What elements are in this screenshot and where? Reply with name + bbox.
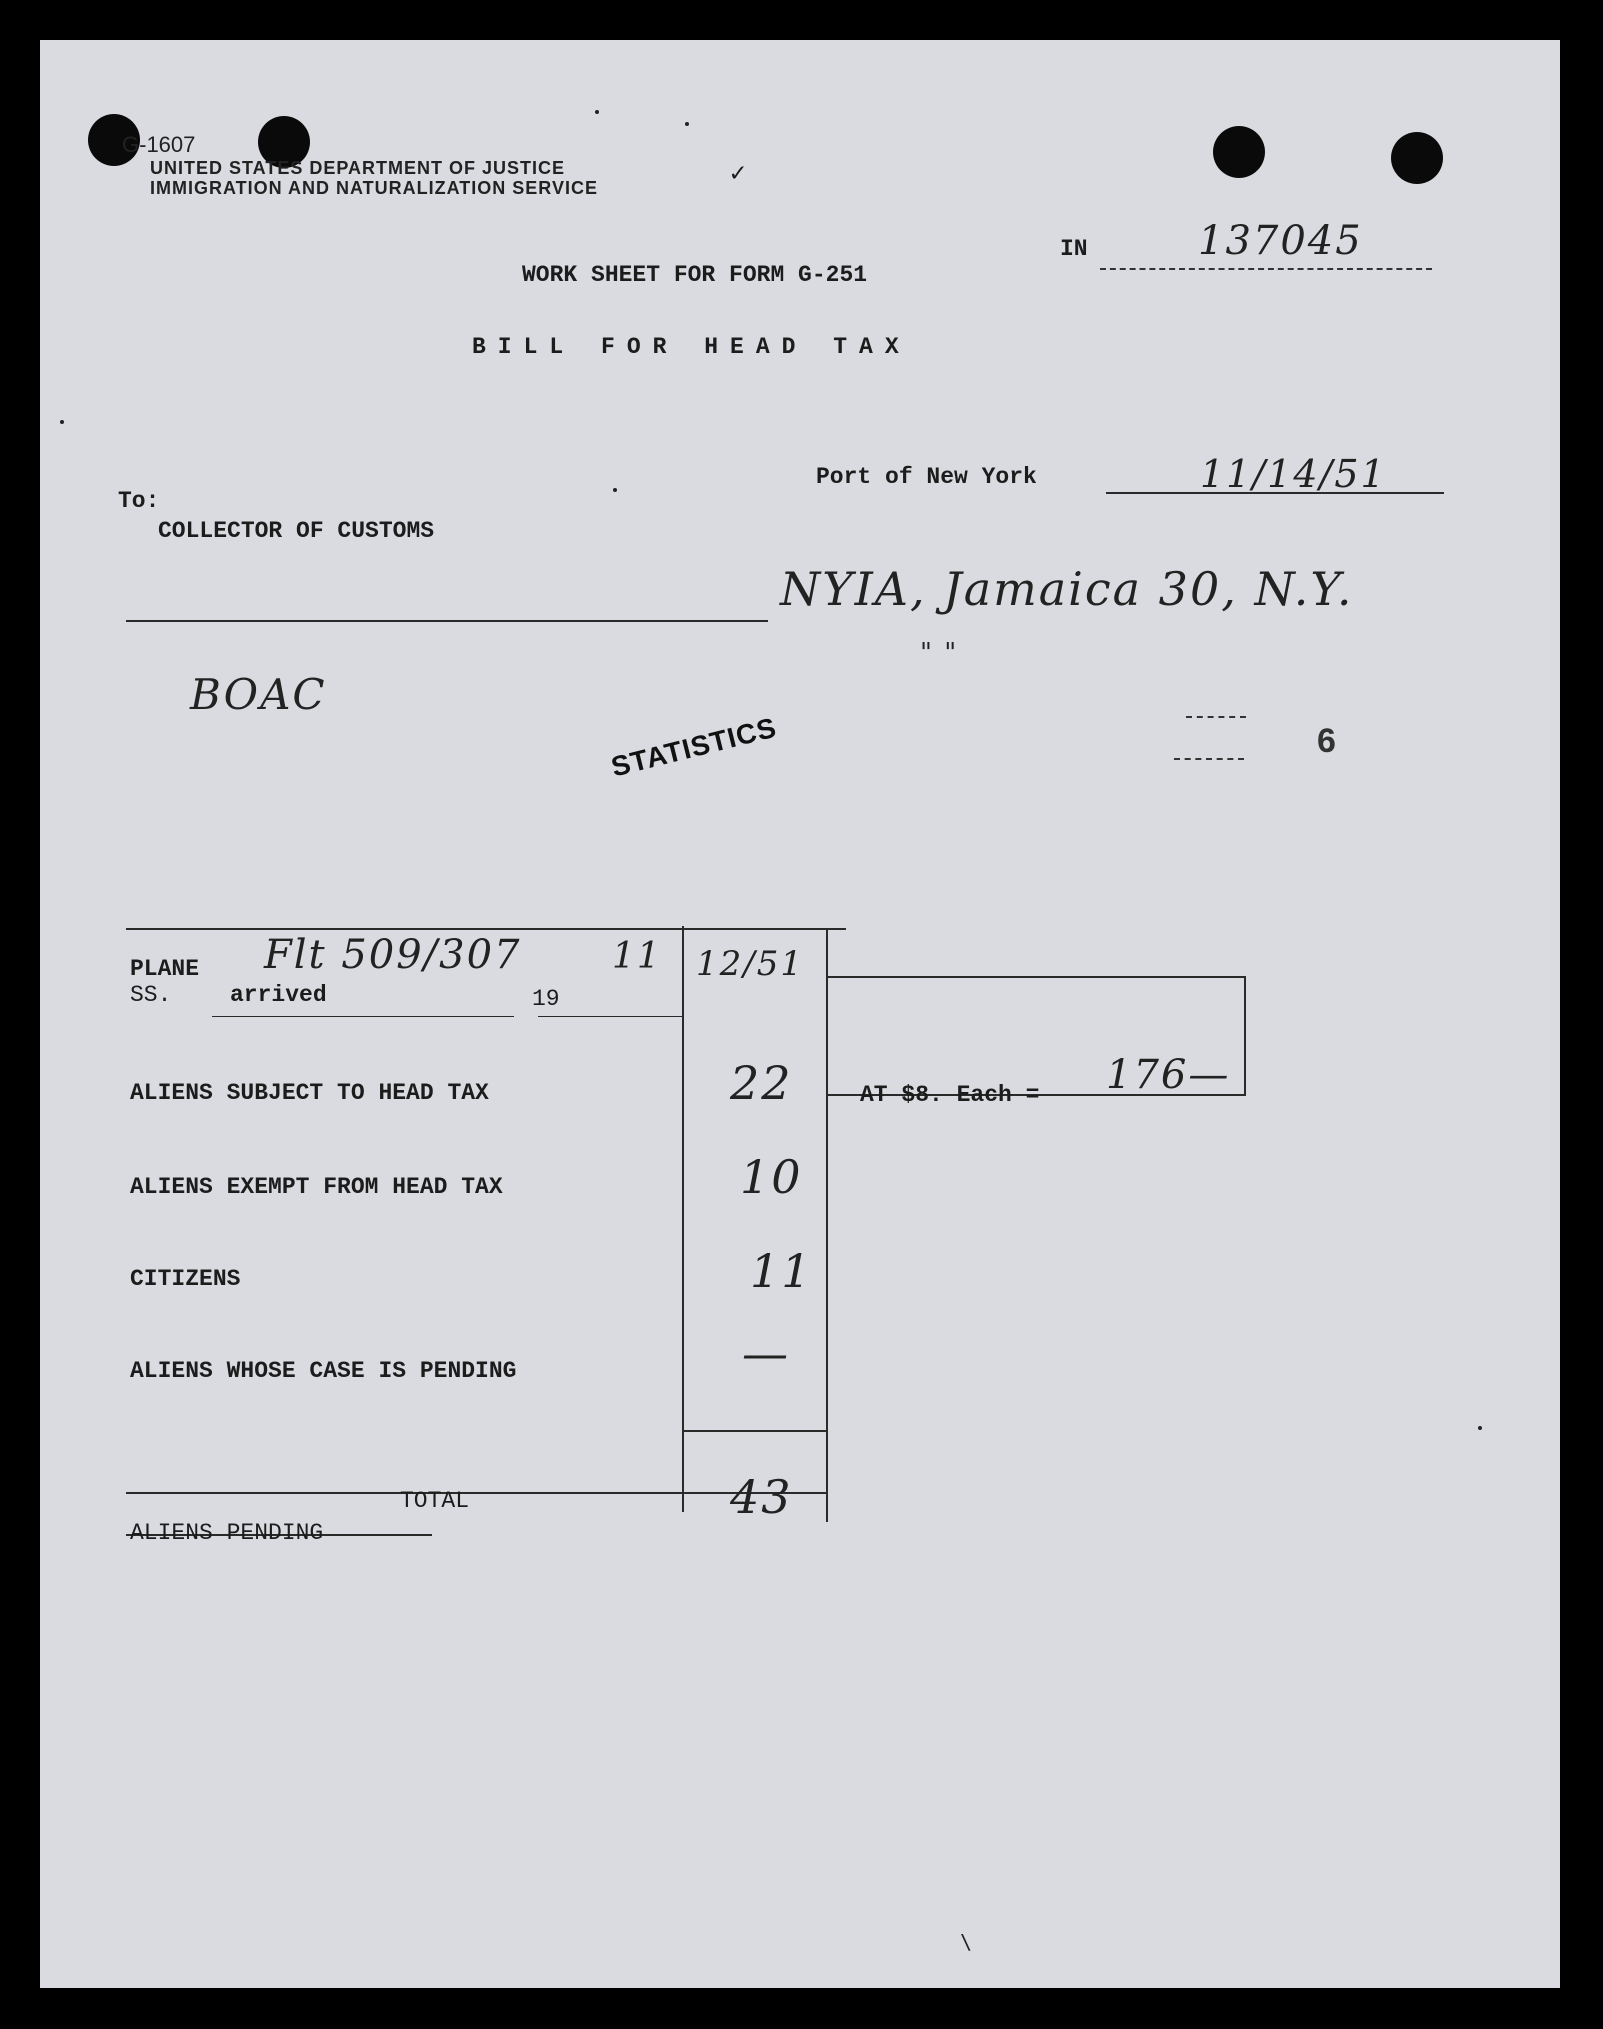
row-subject-label: ALIENS SUBJECT TO HEAD TAX <box>130 1080 489 1106</box>
row-exempt-label: ALIENS EXEMPT FROM HEAD TAX <box>130 1174 503 1200</box>
ditto-marks: " " <box>920 638 959 668</box>
speck <box>60 420 64 424</box>
form-number: G-1607 <box>122 132 196 157</box>
arrival-month: 11 <box>612 936 662 977</box>
port-label: Port of New York <box>816 464 1037 490</box>
handwritten-address: NYIA, Jamaica 30, N.Y. <box>780 562 1354 616</box>
plane-label: PLANE <box>130 956 200 982</box>
row-pending-label: ALIENS WHOSE CASE IS PENDING <box>130 1358 517 1384</box>
worksheet-title: WORK SHEET FOR FORM G-251 <box>522 262 868 288</box>
to-label: To: <box>118 488 160 514</box>
speck <box>1478 1426 1482 1430</box>
table-top-line <box>126 928 846 930</box>
document-page <box>40 40 1560 1988</box>
in-number-line <box>1100 268 1432 270</box>
subtotal-line <box>684 1430 828 1432</box>
total-label: TOTAL <box>400 1488 470 1514</box>
speck <box>595 110 599 114</box>
faint-dash <box>1186 716 1246 718</box>
row-pending-count: — <box>742 1326 790 1380</box>
arrival-day-year: 12/51 <box>696 944 804 984</box>
total-line <box>126 1492 828 1494</box>
bill-title: BILL FOR HEAD TAX <box>472 334 911 360</box>
service-name: IMMIGRATION AND NATURALIZATION SERVICE <box>150 178 598 198</box>
count-six: 6 <box>1317 722 1336 760</box>
flight-number: Flt 509/307 <box>264 932 522 978</box>
arrived-line <box>212 1016 514 1017</box>
rate-box-side <box>1244 976 1246 1096</box>
row-subject-count: 22 <box>730 1056 793 1110</box>
year-line <box>538 1016 684 1017</box>
total-count: 43 <box>730 1470 793 1524</box>
carrier-name: BOAC <box>190 670 327 719</box>
rate-amount: 176— <box>1106 1052 1231 1098</box>
port-date: 11/14/51 <box>1200 452 1387 496</box>
row-citizens-count: 11 <box>750 1244 813 1298</box>
in-number: 137045 <box>1198 218 1363 264</box>
rate-text: AT $8. Each = <box>860 1082 1040 1108</box>
speck <box>685 122 689 126</box>
row-citizens-label: CITIZENS <box>130 1266 241 1292</box>
address-line <box>126 620 768 622</box>
punch-hole <box>1391 132 1443 184</box>
table-outer-divider <box>826 928 828 1522</box>
rate-box-top <box>828 976 1244 978</box>
statistics-stamp: STATISTICS <box>608 711 780 783</box>
speck <box>613 488 617 492</box>
department-name: UNITED STATES DEPARTMENT OF JUSTICE <box>150 158 566 178</box>
table-inner-divider <box>682 926 684 1512</box>
arrived-label: arrived <box>230 982 327 1008</box>
year-prefix: 19 <box>532 986 560 1012</box>
ss-label: SS. <box>130 982 172 1008</box>
faint-dash <box>1174 758 1244 760</box>
in-label: IN <box>1060 236 1088 262</box>
bottom-mark: \ <box>960 1930 973 1954</box>
addressee-name: COLLECTOR OF CUSTOMS <box>158 518 435 544</box>
check-mark: ✓ <box>730 158 746 188</box>
row-exempt-count: 10 <box>740 1150 803 1204</box>
aliens-pending-label: ALIENS PENDING <box>130 1520 324 1546</box>
punch-hole <box>1213 126 1265 178</box>
